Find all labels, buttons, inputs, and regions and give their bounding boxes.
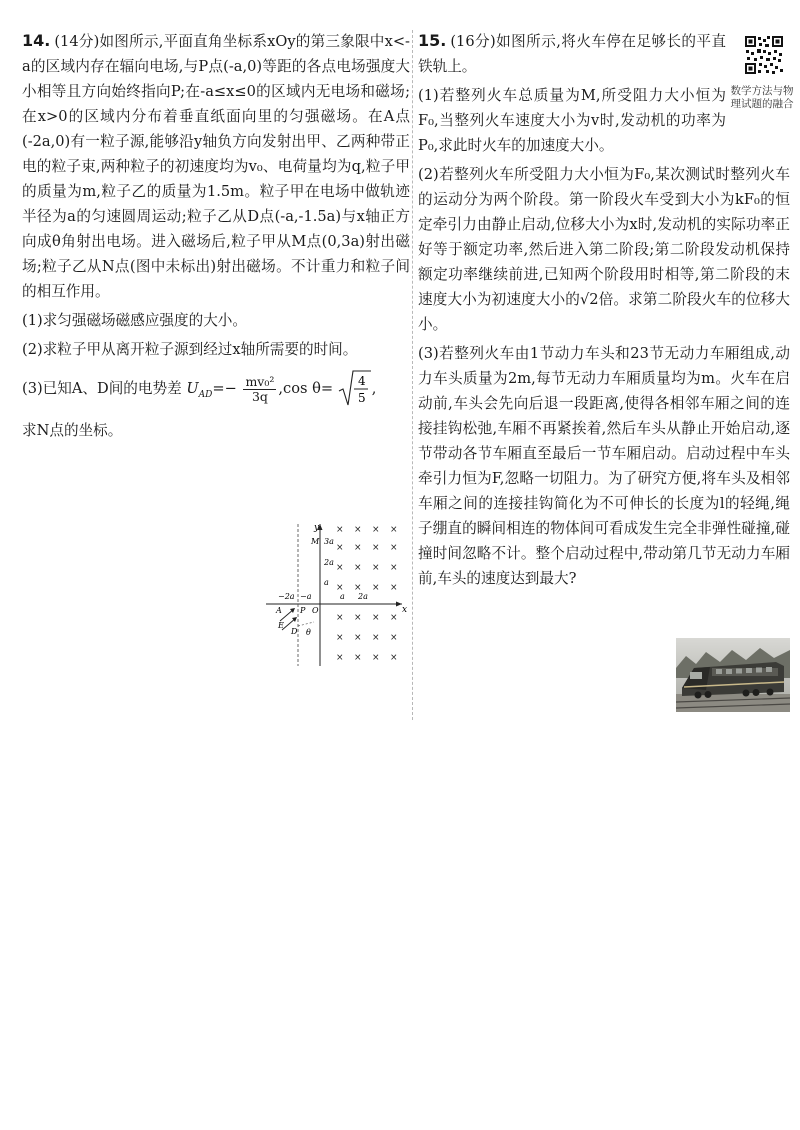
q15-intro-text: (16分)如图所示,将火车停在足够长的平直铁轨上。 (418, 33, 726, 75)
q14-stem-text: (14分)如图所示,平面直角坐标系xOy的第三象限中x<-a的区域内存在辐向电场,与P点(-a,0)等距的各点电场强度大小相等且方向始终指向P;在-a≤x≤0的区域内无电场和磁场;在x>0的区域内分布着垂直纸面向里的匀强磁场。在A点(-2a,0)有一粒子源,能够沿y轴负方向发射出甲、乙两种带正电的粒子束,两种粒子的初速度均为v₀、电荷量均为q,粒子甲的质量为m,粒子乙的质量为1.5m。粒子甲在电场中做轨迹半径为a的匀速圆周运动;粒子乙从D点(-a,-1.5a)与x轴正方向成θ角射出电场。进入磁场后,粒子甲从M点(0,3a)射出磁场;粒子乙从N点(图中未标出)射出磁场。不计重力和粒子间的相互作用。 (22, 33, 410, 300)
b-field-cross-icon: × (372, 563, 380, 573)
b-field-cross-icon: × (354, 563, 362, 573)
b-field-cross-icon: × (372, 633, 380, 643)
q14-cos-theta: ,cos θ= (278, 380, 334, 397)
q14-fraction-numerator: mv₀² (245, 373, 275, 389)
point-d-label: D (291, 627, 298, 636)
column-divider (412, 30, 413, 720)
b-field-cross-icon: × (354, 653, 362, 663)
b-field-cross-icon: × (354, 613, 362, 623)
b-field-cross-icon: × (354, 525, 362, 535)
b-field-cross-icon: × (390, 613, 398, 623)
b-field-cross-icon: × (336, 633, 344, 643)
y-tick-3a: 3a (324, 537, 334, 546)
point-p-label: P (300, 606, 306, 615)
question-14 (22, 28, 410, 443)
x-tick-2a: 2a (358, 592, 368, 601)
q14-fraction (243, 375, 276, 404)
q14-sqrt (338, 366, 372, 412)
question-15 (418, 28, 790, 591)
b-field-cross-icon: × (372, 653, 380, 663)
b-field-cross-icon: × (390, 633, 398, 643)
sqrt-sign-icon (338, 369, 372, 409)
b-field-cross-icon: × (390, 563, 398, 573)
train-photo (676, 638, 790, 712)
q14-part3-prefix: (3)已知A、D间的电势差 (22, 380, 182, 397)
point-m-label: M (311, 537, 320, 546)
q14-uad-subscript: AD (198, 389, 213, 400)
b-field-cross-icon: × (390, 653, 398, 663)
x-axis-label: x (402, 605, 408, 615)
q14-number: 14. (22, 31, 51, 50)
b-field-cross-icon: × (390, 583, 398, 593)
x-tick-a: a (340, 592, 345, 601)
q14-uad-symbol: U (186, 380, 199, 397)
q14-coordinate-figure (262, 518, 410, 668)
q14-sqrt-denominator: 5 (357, 391, 366, 405)
q14-part1: (1)求匀强磁场磁感应强度的大小。 (22, 312, 247, 329)
q14-comma: , (371, 380, 377, 397)
q14-fraction-denominator: 3q (251, 388, 268, 404)
b-field-cross-icon: × (336, 543, 344, 553)
q15-part2: (2)若整列火车所受阻力大小恒为F₀,某次测试时整列火车的运动分为两个阶段。第一阶段火车受到大小为kF₀的恒定牵引力由静止启动,位移大小为x时,发动机的实际功率正好等于额定功率,然后进入第二阶段;第二阶段发动机保持额定功率继续前进,已知两个阶段用时相等,第二阶段的末速度大小为初速度大小的√2倍。求第二阶段火车的位移大小。 (418, 166, 790, 333)
b-field-cross-icon: × (372, 583, 380, 593)
b-field-cross-icon: × (372, 525, 380, 535)
angle-theta-label: θ (306, 628, 311, 637)
q14-part3-end: 求N点的坐标。 (22, 421, 123, 439)
b-field-cross-icon: × (390, 543, 398, 553)
b-field-cross-icon: × (354, 543, 362, 553)
origin-label: O (312, 606, 319, 615)
b-field-cross-icon: × (390, 525, 398, 535)
b-field-cross-icon: × (336, 613, 344, 623)
b-field-cross-icon: × (336, 563, 344, 573)
point-a-label: A (276, 606, 282, 615)
b-field-cross-icon: × (354, 583, 362, 593)
q15-part1: (1)若整列火车总质量为M,所受阻力大小恒为F₀,当整列火车速度大小为v时,发动机的功率为P₀,求此时火车的加速度大小。 (418, 87, 726, 154)
y-tick-a: a (324, 578, 329, 587)
b-field-cross-icon: × (354, 633, 362, 643)
b-field-cross-icon: × (336, 653, 344, 663)
q14-sqrt-numerator: 4 (357, 374, 366, 388)
b-field-cross-icon: × (336, 525, 344, 535)
qr-code-icon[interactable] (744, 35, 784, 75)
b-field-cross-icon: × (336, 583, 344, 593)
qr-caption: 数学方法与物理试题的融合 (730, 85, 794, 110)
y-axis-label: y (314, 523, 320, 533)
q14-part2: (2)求粒子甲从离开粒子源到经过x轴所需要的时间。 (22, 341, 358, 358)
q15-number: 15. (418, 31, 447, 50)
b-field-cross-icon: × (372, 543, 380, 553)
q15-part3: (3)若整列火车由1节动力车头和23节无动力车厢组成,动力车头质量为2m,每节无动力车厢质量均为m。火车在启动前,车头会先向后退一段距离,使得各相邻车厢之间的连接挂钩松弛,车厢不再紧挨着,然后车头从静止开始启动,逐节带动各节车厢直至最后一节车厢启动。启动过程中车头牵引力恒为F,忽略一切阻力。为了研究方便,将车头及相邻车厢之间的连接挂钩简化为不可伸长的长度为l的轻绳,绳子绷直的瞬间相连的物体间可看成发生完全非弹性碰撞,碰撞时间忽略不计。整个启动过程中,带动第几节无动力车厢前,车头的速度达到最大? (418, 345, 790, 587)
b-field-cross-icon: × (372, 613, 380, 623)
q14-equals: =− (212, 380, 237, 397)
q14-part3 (22, 366, 410, 418)
x-tick-neg-a: −a (300, 592, 312, 601)
y-tick-2a: 2a (324, 558, 334, 567)
field-e-label: E (278, 621, 284, 630)
x-tick-neg-2a: −2a (278, 592, 295, 601)
q14-stem (22, 28, 410, 304)
d-direction-ray (298, 622, 314, 626)
